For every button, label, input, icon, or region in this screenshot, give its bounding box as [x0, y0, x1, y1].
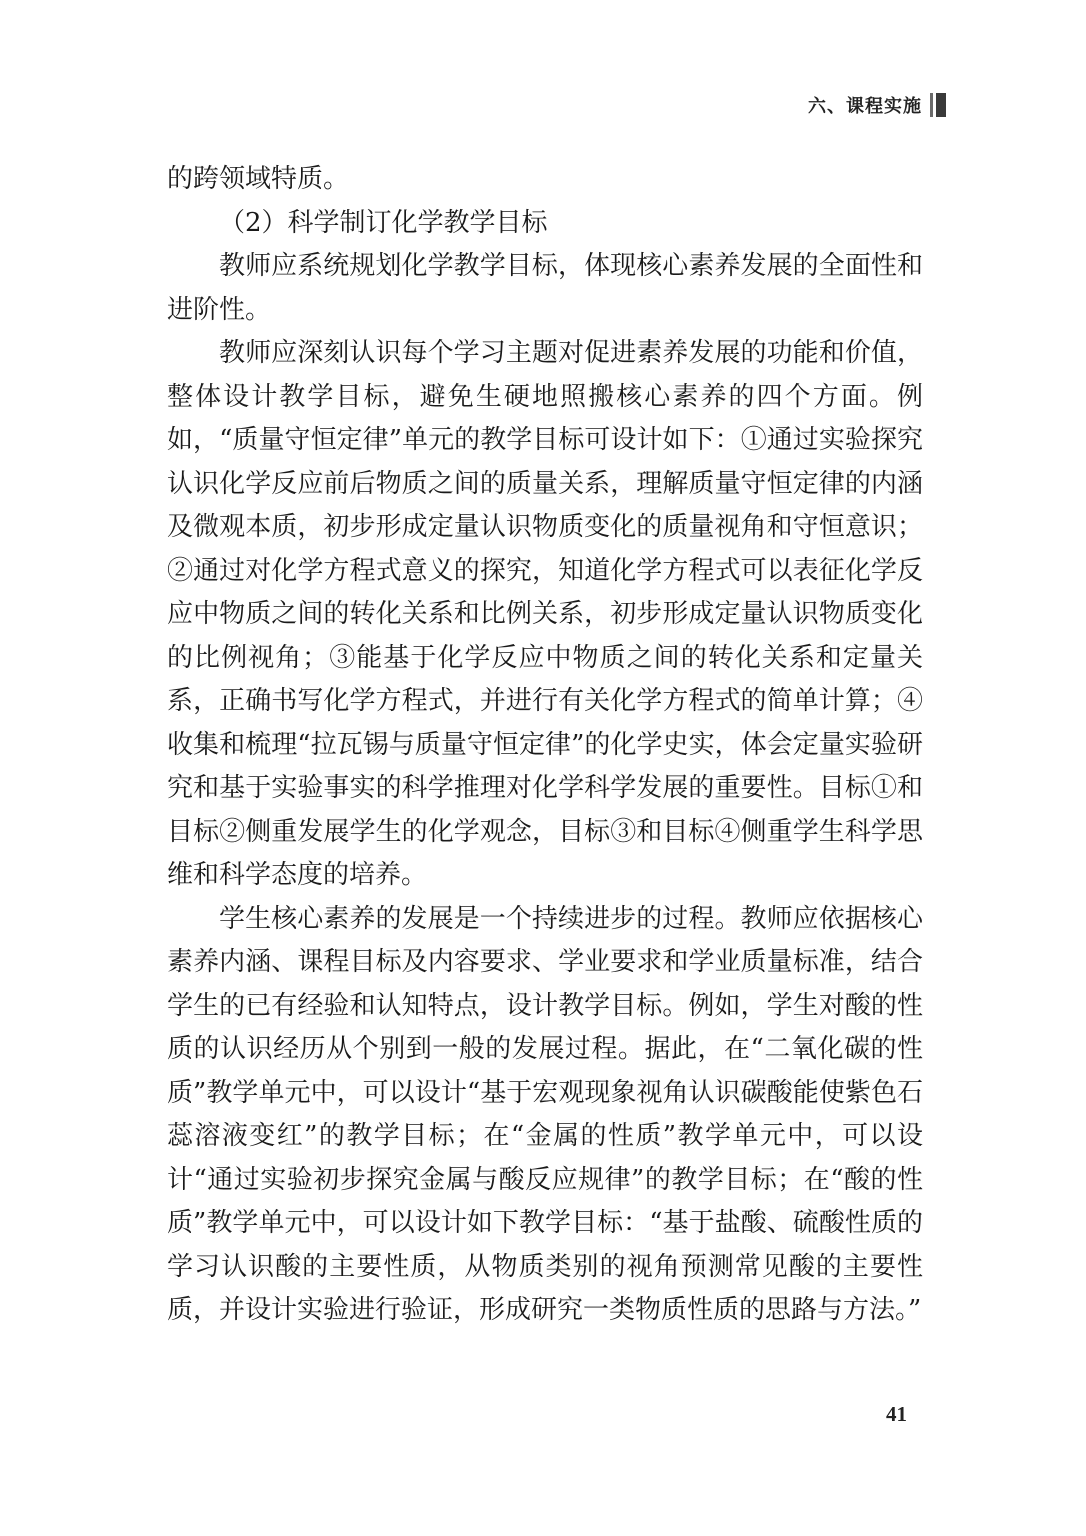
- body-text: [167, 158, 923, 1333]
- section-marker-thick-bar: [936, 93, 946, 117]
- running-head: [808, 92, 946, 118]
- running-head-title: 六、课程实施: [808, 96, 922, 117]
- section-marker-thin-bar: [930, 93, 933, 117]
- paragraph: 教师应系统规划化学教学目标，体现核心素养发展的全面性和进阶性。: [167, 251, 923, 325]
- page-number: 41: [886, 1402, 907, 1426]
- paragraph-continuation: 的跨领域特质。: [167, 164, 350, 194]
- paragraph: 教师应深刻认识每个学习主题对促进素养发展的功能和价值，整体设计教学目标，避免生硬地照搬核心素养的四个方面。例如，“质量守恒定律”单元的教学目标可设计如下：①通过实验探究认识化学反应前后物质之间的质量关系，理解质量守恒定律的内涵及微观本质，初步形成定量认识物质变化的质量视角和守恒意识；②通过对化学方程式意义的探究，知道化学方程式可以表征化学反应中物质之间的转化关系和比例关系，初步形成定量认识物质变化的比例视角；③能基于化学反应中物质之间的转化关系和定量关系，正确书写化学方程式，并进行有关化学方程式的简单计算；④收集和梳理“拉瓦锡与质量守恒定律”的化学史实，体会定量实验研究和基于实验事实的科学推理对化学科学发展的重要性。目标①和目标②侧重发展学生的化学观念，目标③和目标④侧重学生科学思维和科学态度的培养。: [167, 338, 923, 890]
- section-heading: （2）科学制订化学教学目标: [219, 207, 548, 238]
- paragraph: 学生核心素养的发展是一个持续进步的过程。教师应依据核心素养内涵、课程目标及内容要求、学业要求和学业质量标准，结合学生的已有经验和认知特点，设计教学目标。例如，学生对酸的性质的认识经历从个别到一般的发展过程。据此，在“二氧化碳的性质”教学单元中，可以设计“基于宏观现象视角认识碳酸能使紫色石蕊溶液变红”的教学目标；在“金属的性质”教学单元中，可以设计“通过实验初步探究金属与酸反应规律”的教学目标；在“酸的性质”教学单元中，可以设计如下教学目标：“基于盐酸、硫酸性质的学习认识酸的主要性质，从物质类别的视角预测常见酸的主要性质，并设计实验进行验证，形成研究一类物质性质的思路与方法。”: [167, 903, 923, 1325]
- section-marker-icon: [930, 93, 946, 117]
